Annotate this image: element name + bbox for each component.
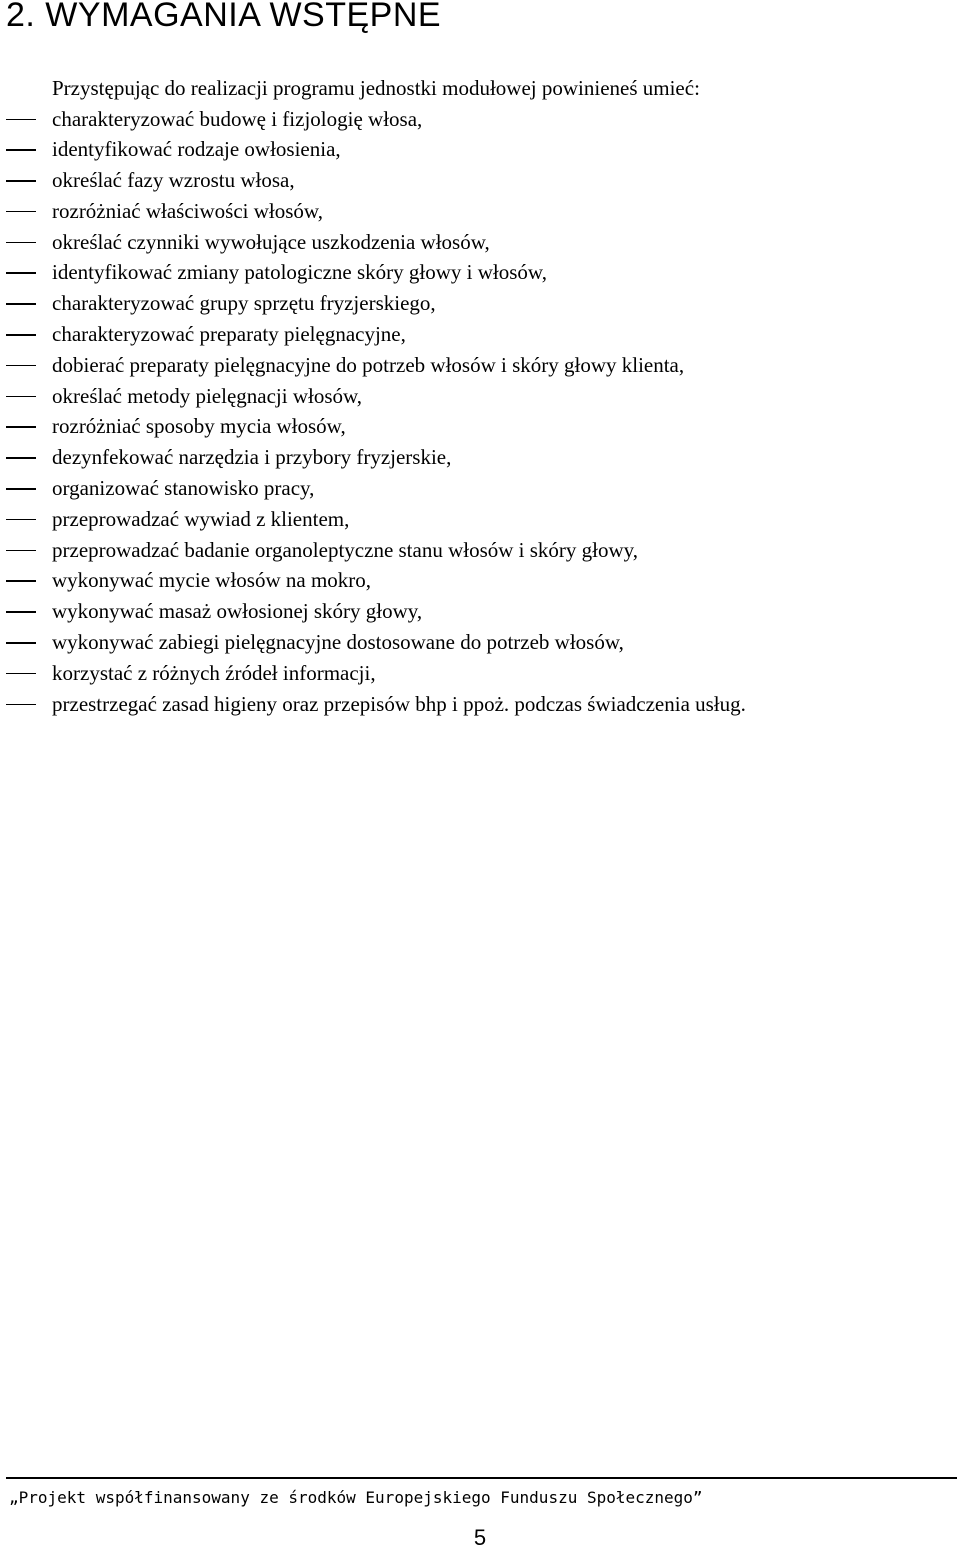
dash-bullet-icon — [6, 149, 36, 151]
list-item-text: identyfikować zmiany patologiczne skóry głowy i włosów, — [52, 260, 547, 285]
list-item-text: wykonywać mycie włosów na mokro, — [52, 568, 372, 593]
list-item-text: korzystać z różnych źródeł informacji, — [52, 660, 376, 685]
list-item-text: dezynfekować narzędzia i przybory fryzjerskie, — [52, 445, 452, 470]
section-heading: 2. WYMAGANIA WSTĘPNE — [6, 0, 442, 34]
dash-bullet-icon — [6, 334, 36, 336]
list-item-text: określać czynniki wywołujące uszkodzenia włosów, — [52, 229, 490, 254]
dash-bullet-icon — [6, 704, 36, 706]
list-item-text: dobierać preparaty pielęgnacyjne do potrzeb włosów i skóry głowy klienta, — [52, 352, 685, 377]
dash-bullet-icon — [6, 642, 36, 644]
footer-project-note: „Projekt współfinansowany ze środków Europejskiego Funduszu Społecznego” — [9, 1488, 703, 1507]
dash-bullet-icon — [6, 211, 36, 213]
list-item-text: rozróżniać właściwości włosów, — [52, 198, 323, 223]
list-item-text: organizować stanowisko pracy, — [52, 476, 315, 501]
list-item-text: charakteryzować preparaty pielęgnacyjne, — [52, 322, 406, 347]
dash-bullet-icon — [6, 180, 36, 182]
dash-bullet-icon — [6, 272, 36, 274]
list-item-text: przestrzegać zasad higieny oraz przepisów bhp i ppoż. podczas świadczenia usług. — [52, 691, 746, 716]
list-item-text: przeprowadzać wywiad z klientem, — [52, 506, 350, 531]
list-item-text: przeprowadzać badanie organoleptyczne stanu włosów i skóry głowy, — [52, 537, 639, 562]
dash-bullet-icon — [6, 673, 36, 675]
dash-bullet-icon — [6, 426, 36, 428]
page-number: 5 — [473, 1525, 487, 1550]
list-item-text: identyfikować rodzaje owłosienia, — [52, 137, 341, 162]
list-item-text: wykonywać masaż owłosionej skóry głowy, — [52, 599, 423, 624]
dash-bullet-icon — [6, 303, 36, 305]
dash-bullet-icon — [6, 550, 36, 552]
dash-bullet-icon — [6, 119, 36, 121]
dash-bullet-icon — [6, 457, 36, 459]
dash-bullet-icon — [6, 519, 36, 521]
dash-bullet-icon — [6, 396, 36, 398]
footer-divider — [6, 1477, 957, 1479]
list-item-text: określać metody pielęgnacji włosów, — [52, 383, 363, 408]
list-item-text: charakteryzować budowę i fizjologię włosa, — [52, 106, 423, 131]
dash-bullet-icon — [6, 242, 36, 244]
dash-bullet-icon — [6, 365, 36, 367]
intro-text: Przystępując do realizacji programu jednostki modułowej powinieneś umieć: — [52, 76, 700, 100]
list-item-text: rozróżniać sposoby mycia włosów, — [52, 414, 346, 439]
list-item-text: określać fazy wzrostu włosa, — [52, 168, 295, 193]
list-item-text: wykonywać zabiegi pielęgnacyjne dostosowane do potrzeb włosów, — [52, 630, 624, 655]
list-item-text: charakteryzować grupy sprzętu fryzjerskiego, — [52, 291, 436, 316]
dash-bullet-icon — [6, 580, 36, 582]
dash-bullet-icon — [6, 611, 36, 613]
dash-bullet-icon — [6, 488, 36, 490]
